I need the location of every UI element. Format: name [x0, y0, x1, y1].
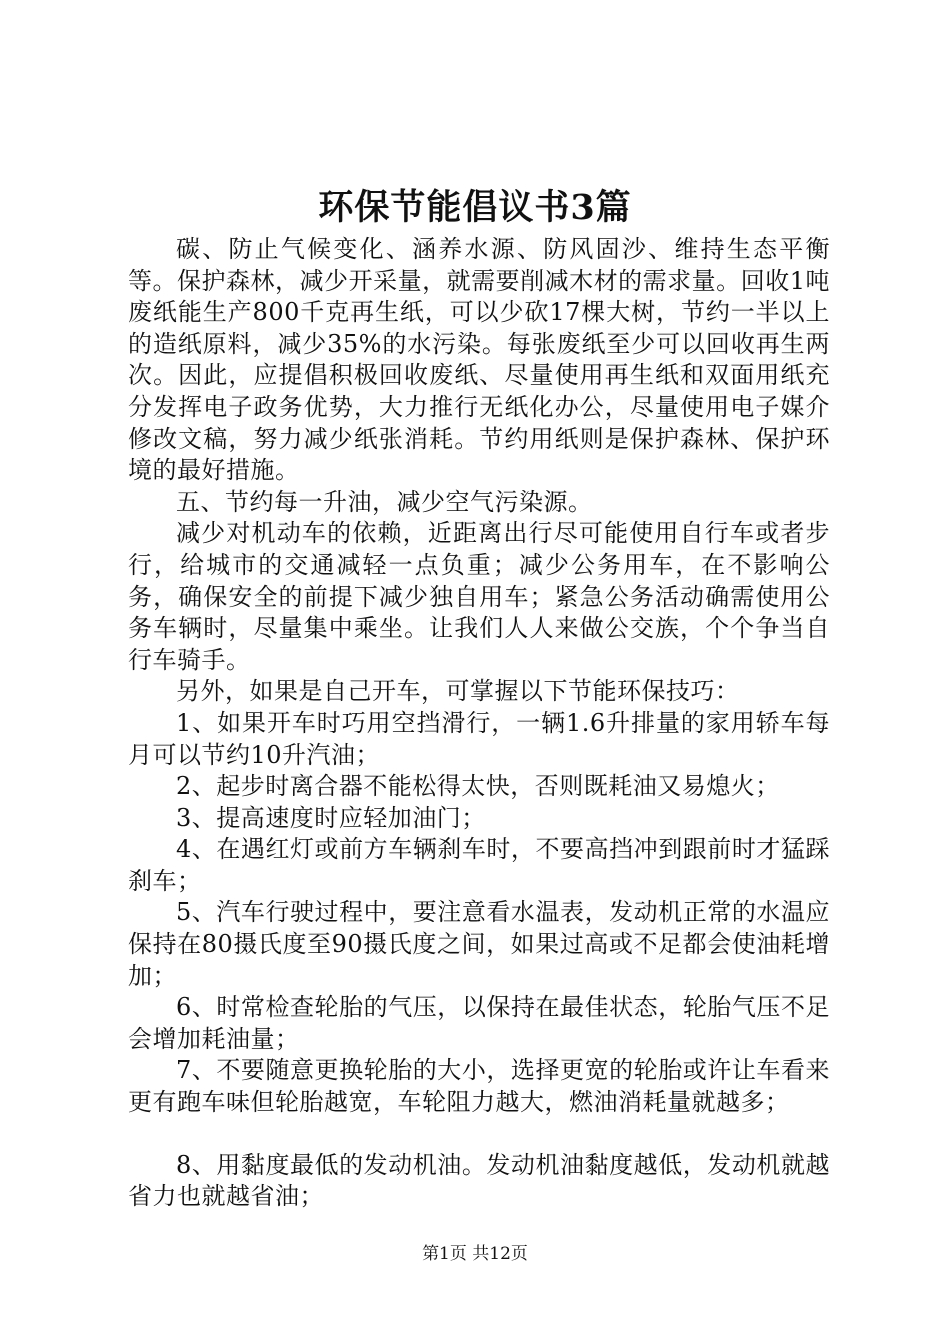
document-body — [128, 234, 830, 1213]
blank-line — [128, 1119, 830, 1150]
paragraph: 1、如果开车时巧用空挡滑行，一辆1.6升排量的家用轿车每月可以节约10升汽油； — [128, 708, 830, 769]
paragraph: 8、用黏度最低的发动机油。发动机油黏度越低，发动机就越省力也就越省油； — [128, 1150, 830, 1211]
document-title: 环保节能倡议书3篇 — [318, 187, 632, 228]
paragraph: 4、在遇红灯或前方车辆刹车时，不要高挡冲到跟前时才猛踩刹车； — [128, 835, 830, 895]
paragraph: 2、起步时离合器不能松得太快，否则既耗油又易熄火； — [176, 772, 780, 801]
paragraph: 碳、防止气候变化、涵养水源、防风固沙、维持生态平衡等。保护森林，减少开采量，就需要削减木材的需求量。回收1吨废纸能生产800千克再生纸，可以少砍17棵大树，节约一半以上的造纸原料，减少35%的水污染。每张废纸至少可以回收再生两次。因此，应提倡积极回收废纸、尽量使用再生纸和双面用纸充分发挥电子政务优势，大力推行无纸化办公，尽量使用电子媒介修改文稿，努力减少纸张消耗。节约用纸则是保护森林、保护环境的最好措施。 — [128, 235, 830, 485]
page-footer: 第1页 共12页 — [422, 1244, 528, 1264]
paragraph: 5、汽车行驶过程中，要注意看水温表，发动机正常的水温应保持在80摄氏度至90摄氏度之间，如果过高或不足都会使油耗增加； — [128, 898, 830, 990]
paragraph: 3、提高速度时应轻加油门； — [176, 803, 486, 832]
paragraph: 7、不要随意更换轮胎的大小，选择更宽的轮胎或许让车看来更有跑车味但轮胎越宽，车轮阻力越大，燃油消耗量就越多； — [128, 1056, 830, 1117]
paragraph: 另外，如果是自己开车，可掌握以下节能环保技巧： — [176, 677, 740, 706]
paragraph: 减少对机动车的依赖，近距离出行尽可能使用自行车或者步行，给城市的交通减轻一点负重；减少公务用车，在不影响公务，确保安全的前提下减少独自用车；紧急公务活动确需使用公务车辆时，尽量集中乘坐。让我们人人来做公交族，个个争当自行车骑手。 — [128, 519, 830, 674]
paragraph: 五、节约每一升油，减少空气污染源。 — [176, 487, 593, 516]
paragraph: 6、时常检查轮胎的气压，以保持在最佳状态，轮胎气压不足会增加耗油量； — [128, 993, 830, 1053]
